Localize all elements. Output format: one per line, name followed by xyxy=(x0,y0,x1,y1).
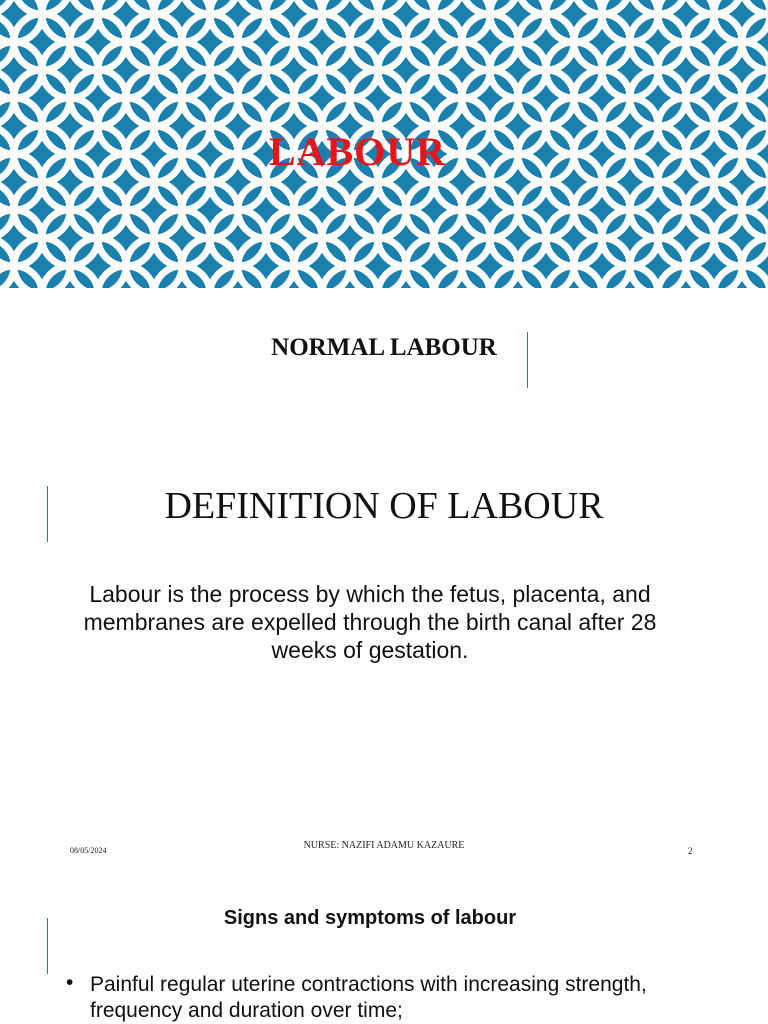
bullet-icon: • xyxy=(66,971,74,994)
presentation-title: LABOUR xyxy=(268,129,447,174)
list-item xyxy=(66,972,706,1024)
footer-date: 08/05/2024 xyxy=(70,846,107,855)
title-banner xyxy=(0,0,768,288)
presentation-subtitle: NORMAL LABOUR xyxy=(271,334,497,361)
accent-divider xyxy=(527,332,528,388)
list-item-text: Painful regular uterine contractions with increasing strength, frequency and duration over time; xyxy=(90,973,647,1022)
bullet-list xyxy=(66,972,706,1024)
definition-text: Labour is the process by which the fetus, placenta, and membranes are expelled through the birth canal after 28 weeks of gestation. xyxy=(83,581,657,663)
slide-heading: Signs and symptoms of labour xyxy=(223,907,517,929)
page-number: 2 xyxy=(688,846,693,856)
footer-author: NURSE: NAZIFI ADAMU KAZAURE xyxy=(303,840,465,851)
slide-heading: DEFINITION OF LABOUR xyxy=(164,485,604,527)
